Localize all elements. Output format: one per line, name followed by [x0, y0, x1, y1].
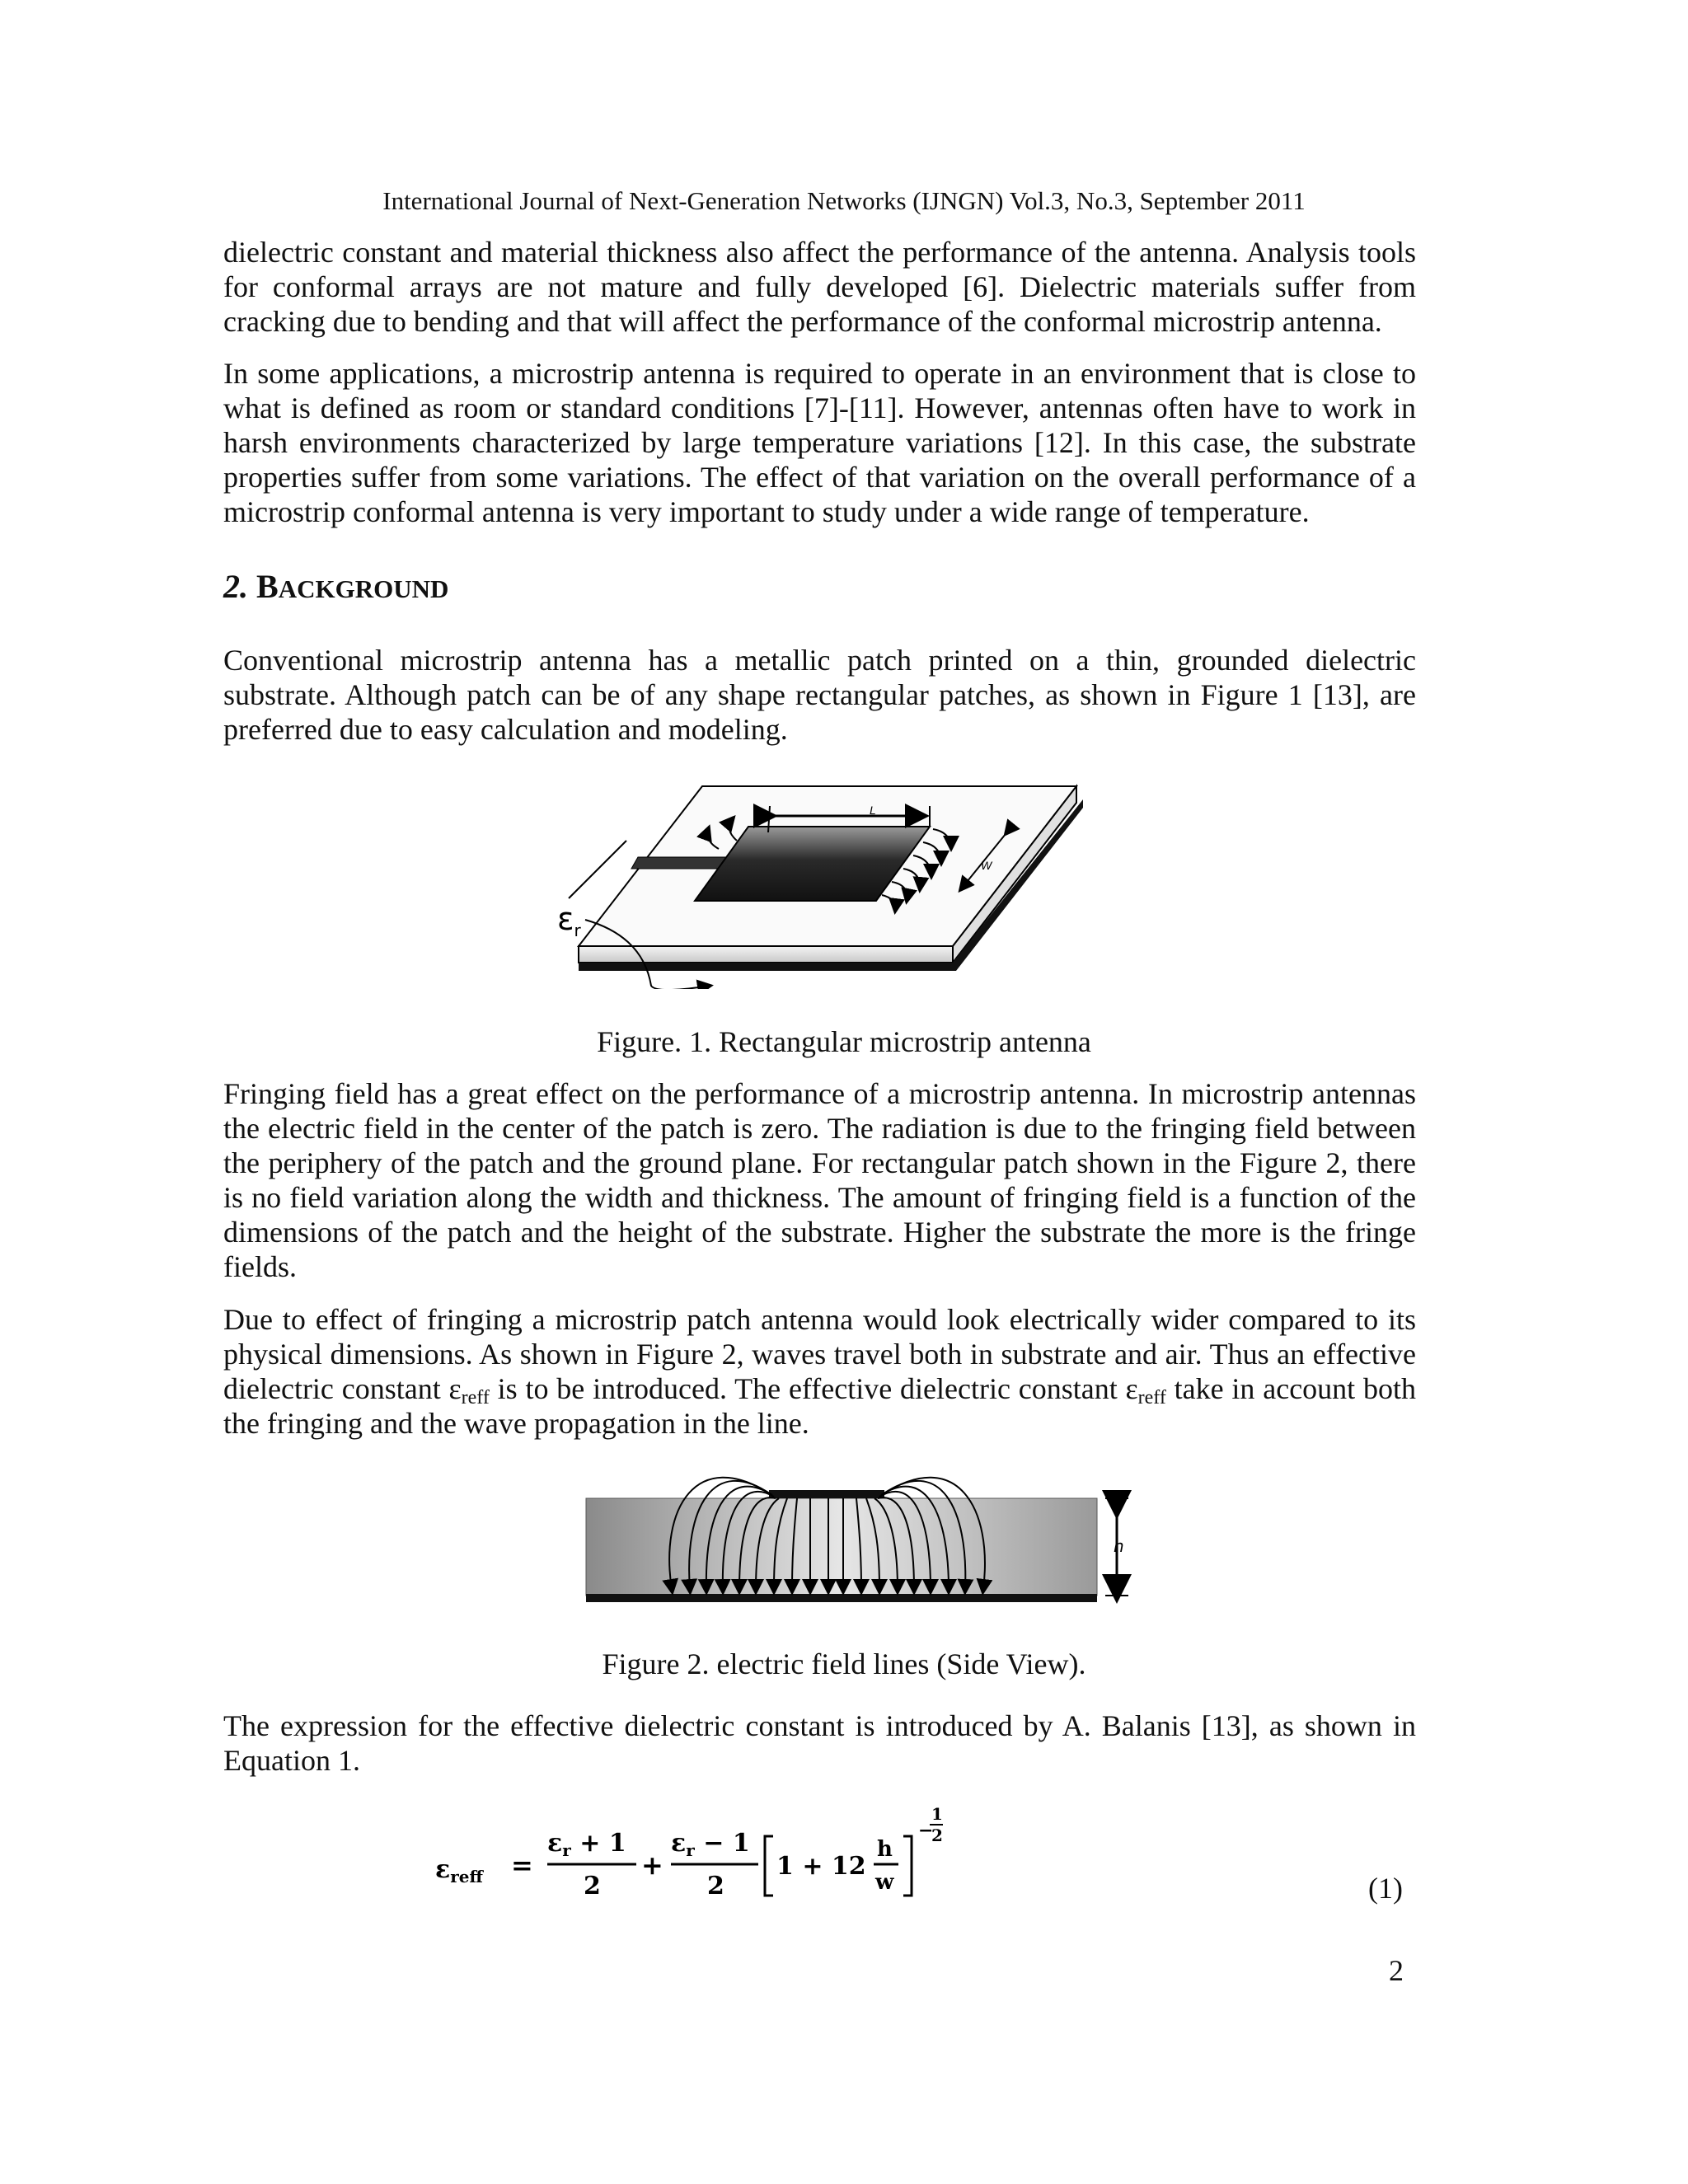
- patch-side: [769, 1490, 884, 1498]
- width-label: W: [981, 859, 992, 872]
- running-header: International Journal of Next-Generation Networks (IJNGN) Vol.3, No.3, September 2011: [382, 186, 1306, 215]
- eq-t2-den: 2: [707, 1872, 724, 1900]
- eq-lhs: $\varepsilon_{reff}$: [435, 1855, 483, 1886]
- section-heading: [223, 567, 448, 609]
- eq-exp-sign: −: [918, 1820, 934, 1841]
- figure-1-caption: Figure. 1. Rectangular microstrip antenna: [597, 1025, 1091, 1058]
- paragraph-5: Due to effect of fringing a microstrip patch antenna would look electrically wider compared to its physical dimensions. As shown in Figure 2, waves travel both in substrate and air. Thus an effective dielectric constant $\varepsilon_{reff}$ is to be introduced. The effective dielectric constant $\varepsilon_{reff}$ take in account both the fringing and the wave propagation in the line.: [223, 1303, 1416, 1440]
- page-number: 2: [1389, 1954, 1404, 1987]
- eq-t1-num: $\varepsilon_r + 1$: [547, 1829, 626, 1860]
- eq-t2-num: $\varepsilon_r - 1$: [671, 1829, 750, 1860]
- substrate-side: [586, 1498, 1097, 1596]
- section-title-initial: B: [256, 568, 279, 605]
- eq-t1-den: 2: [584, 1872, 601, 1900]
- paragraph-1: dielectric constant and material thickness also affect the performance of the antenna. Analysis tools for conformal arrays are not mature and fully developed [6]. Dielectric materials suffer from cracking due to bending and that will affect the performance of the conformal microstrip antenna.: [223, 236, 1416, 338]
- eq-bracket-term: 1 + 12: [776, 1852, 866, 1881]
- paragraph-4: Fringing field has a great effect on the performance of a microstrip antenna. In microstrip antennas the electric field in the center of the patch is zero. The radiation is due to the fringing field between the periphery of the patch and the ground plane. For rectangular patch shown in the Figure 2, there is no field variation along the width and thickness. The amount of fringing field is a function of the dimensions of the patch and the height of the substrate. Higher the substrate the more is the fringe fields.: [223, 1077, 1416, 1283]
- length-label: L: [870, 804, 876, 817]
- epsilon-r-label: $\varepsilon_r$: [557, 901, 581, 940]
- paragraph-2: In some applications, a microstrip antenna is required to operate in an environment that is close to what is defined as room or standard conditions [7]-[11]. However, antennas often have to work in harsh environments characterized by large temperature variations [12]. In this case, the substrate properties suffer from some variations. The effect of that variation on the overall performance of a microstrip conformal antenna is very important to study under a wide range of temperature.: [223, 357, 1416, 528]
- paragraph-3: Conventional microstrip antenna has a metallic patch printed on a thin, grounded dielectric substrate. Although patch can be of any shape rectangular patches, as shown in Figure 1 [13], are preferred due to easy calculation and modeling.: [223, 644, 1416, 746]
- equation-1: [435, 1803, 946, 1910]
- figure-2-caption: Figure 2. electric field lines (Side View).: [602, 1647, 1086, 1680]
- figure-1-antenna-diagram: [536, 766, 1096, 989]
- eq-exp-num: 1: [931, 1804, 943, 1824]
- eq-exp-den: 2: [931, 1825, 943, 1845]
- eq-equals: =: [511, 1849, 533, 1881]
- paragraph-6: The expression for the effective dielectric constant is introduced by A. Balanis [13], as shown in Equation 1.: [223, 1709, 1416, 1777]
- eq-plus: +: [641, 1849, 663, 1881]
- section-title-rest: ACKGROUND: [278, 574, 449, 603]
- eq-left-bracket: [765, 1836, 773, 1896]
- eq-w: w: [875, 1870, 894, 1895]
- height-label: h: [1114, 1536, 1124, 1556]
- equation-number: (1): [1368, 1872, 1403, 1905]
- eq-h: h: [877, 1837, 893, 1862]
- figure-2-field-lines: [581, 1459, 1142, 1615]
- section-number: 2.: [223, 568, 248, 605]
- eq-right-bracket: [903, 1836, 912, 1896]
- ground-plane-side: [586, 1594, 1097, 1602]
